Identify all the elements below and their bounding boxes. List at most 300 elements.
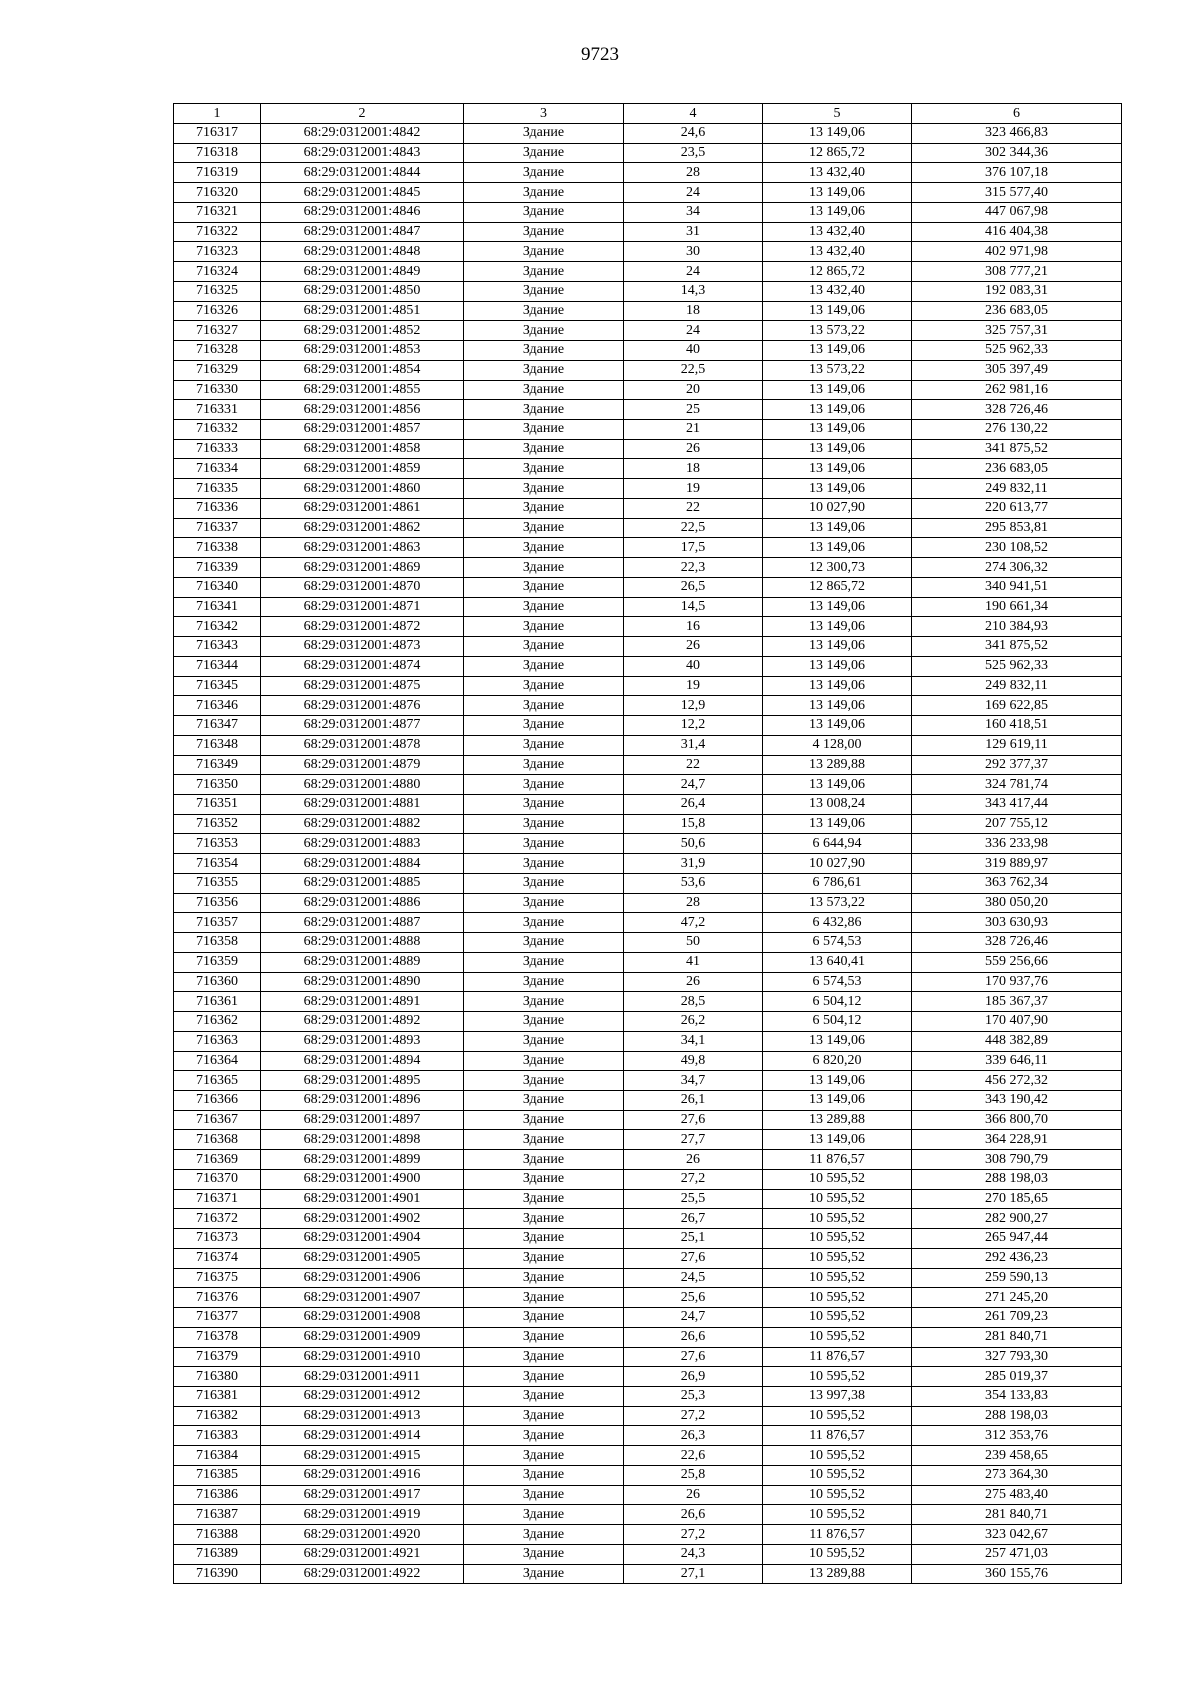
cell-area: 24,3 — [624, 1544, 763, 1564]
table-row — [174, 597, 1122, 617]
cell-cadastral-number: 68:29:0312001:4870 — [261, 577, 464, 597]
cell-area: 26 — [624, 637, 763, 657]
cell-cadastral-value: 185 367,37 — [912, 992, 1122, 1012]
cell-cadastral-number: 68:29:0312001:4881 — [261, 794, 464, 814]
cell-specific-value: 10 027,90 — [763, 854, 912, 874]
cell-area: 25,3 — [624, 1387, 763, 1407]
table-row — [174, 992, 1122, 1012]
column-header: 3 — [464, 104, 624, 124]
cell-object-type: Здание — [464, 341, 624, 361]
cell-number: 716385 — [174, 1465, 261, 1485]
cell-cadastral-value: 325 757,31 — [912, 321, 1122, 341]
cell-number: 716356 — [174, 893, 261, 913]
cell-area: 25,8 — [624, 1465, 763, 1485]
cell-cadastral-number: 68:29:0312001:4877 — [261, 716, 464, 736]
cell-number: 716348 — [174, 735, 261, 755]
cell-specific-value: 10 595,52 — [763, 1485, 912, 1505]
cell-object-type: Здание — [464, 143, 624, 163]
cell-specific-value: 13 149,06 — [763, 202, 912, 222]
cell-number: 716330 — [174, 380, 261, 400]
cell-specific-value: 13 149,06 — [763, 814, 912, 834]
table-row — [174, 1544, 1122, 1564]
cell-area: 53,6 — [624, 873, 763, 893]
cell-cadastral-value: 285 019,37 — [912, 1367, 1122, 1387]
cell-specific-value: 10 595,52 — [763, 1288, 912, 1308]
table-row — [174, 1051, 1122, 1071]
cell-object-type: Здание — [464, 854, 624, 874]
cell-number: 716382 — [174, 1406, 261, 1426]
cell-cadastral-number: 68:29:0312001:4885 — [261, 873, 464, 893]
cell-specific-value: 13 149,06 — [763, 716, 912, 736]
cell-object-type: Здание — [464, 1169, 624, 1189]
cell-number: 716339 — [174, 558, 261, 578]
cell-object-type: Здание — [464, 952, 624, 972]
cell-specific-value: 6 644,94 — [763, 834, 912, 854]
cell-cadastral-number: 68:29:0312001:4893 — [261, 1031, 464, 1051]
cell-specific-value: 13 640,41 — [763, 952, 912, 972]
cell-number: 716372 — [174, 1209, 261, 1229]
cell-specific-value: 10 595,52 — [763, 1189, 912, 1209]
cell-object-type: Здание — [464, 518, 624, 538]
cell-object-type: Здание — [464, 1189, 624, 1209]
cell-number: 716331 — [174, 400, 261, 420]
cell-object-type: Здание — [464, 242, 624, 262]
cell-area: 19 — [624, 479, 763, 499]
cell-object-type: Здание — [464, 755, 624, 775]
cell-object-type: Здание — [464, 617, 624, 637]
table-row — [174, 1505, 1122, 1525]
table-row — [174, 1110, 1122, 1130]
table-row — [174, 124, 1122, 144]
cell-specific-value: 13 149,06 — [763, 183, 912, 203]
cell-area: 22,5 — [624, 518, 763, 538]
cell-specific-value: 10 595,52 — [763, 1169, 912, 1189]
cell-number: 716346 — [174, 696, 261, 716]
cell-cadastral-number: 68:29:0312001:4844 — [261, 163, 464, 183]
cell-number: 716329 — [174, 360, 261, 380]
cell-cadastral-number: 68:29:0312001:4863 — [261, 538, 464, 558]
cell-cadastral-number: 68:29:0312001:4917 — [261, 1485, 464, 1505]
cell-cadastral-value: 447 067,98 — [912, 202, 1122, 222]
cell-specific-value: 12 865,72 — [763, 577, 912, 597]
cell-cadastral-number: 68:29:0312001:4913 — [261, 1406, 464, 1426]
cell-object-type: Здание — [464, 163, 624, 183]
cell-object-type: Здание — [464, 1209, 624, 1229]
cell-cadastral-value: 271 245,20 — [912, 1288, 1122, 1308]
cell-area: 47,2 — [624, 913, 763, 933]
cell-cadastral-value: 308 790,79 — [912, 1150, 1122, 1170]
cell-specific-value: 13 149,06 — [763, 400, 912, 420]
cell-number: 716350 — [174, 775, 261, 795]
cell-cadastral-number: 68:29:0312001:4869 — [261, 558, 464, 578]
cell-specific-value: 13 149,06 — [763, 676, 912, 696]
cell-number: 716324 — [174, 262, 261, 282]
cell-object-type: Здание — [464, 459, 624, 479]
cell-area: 34,1 — [624, 1031, 763, 1051]
table-row — [174, 262, 1122, 282]
cell-cadastral-value: 236 683,05 — [912, 301, 1122, 321]
table-row — [174, 1525, 1122, 1545]
cell-cadastral-number: 68:29:0312001:4907 — [261, 1288, 464, 1308]
cell-cadastral-value: 323 042,67 — [912, 1525, 1122, 1545]
cell-cadastral-value: 170 407,90 — [912, 1012, 1122, 1032]
table-row — [174, 558, 1122, 578]
cell-number: 716336 — [174, 498, 261, 518]
cell-cadastral-value: 276 130,22 — [912, 420, 1122, 440]
cell-cadastral-number: 68:29:0312001:4861 — [261, 498, 464, 518]
table-row — [174, 577, 1122, 597]
cell-number: 716380 — [174, 1367, 261, 1387]
cell-area: 22 — [624, 498, 763, 518]
cell-object-type: Здание — [464, 735, 624, 755]
cell-number: 716322 — [174, 222, 261, 242]
cell-object-type: Здание — [464, 558, 624, 578]
cell-area: 14,5 — [624, 597, 763, 617]
cell-cadastral-number: 68:29:0312001:4910 — [261, 1347, 464, 1367]
cell-cadastral-value: 129 619,11 — [912, 735, 1122, 755]
cell-number: 716340 — [174, 577, 261, 597]
cell-area: 25,1 — [624, 1229, 763, 1249]
cell-object-type: Здание — [464, 1505, 624, 1525]
cell-area: 30 — [624, 242, 763, 262]
cell-specific-value: 13 149,06 — [763, 479, 912, 499]
cell-object-type: Здание — [464, 479, 624, 499]
cell-cadastral-number: 68:29:0312001:4891 — [261, 992, 464, 1012]
table-row — [174, 893, 1122, 913]
cell-object-type: Здание — [464, 1229, 624, 1249]
cell-cadastral-value: 262 981,16 — [912, 380, 1122, 400]
cell-number: 716334 — [174, 459, 261, 479]
cell-number: 716361 — [174, 992, 261, 1012]
cell-object-type: Здание — [464, 262, 624, 282]
cell-specific-value: 10 595,52 — [763, 1268, 912, 1288]
table-row — [174, 1367, 1122, 1387]
cell-cadastral-number: 68:29:0312001:4855 — [261, 380, 464, 400]
cell-cadastral-value: 249 832,11 — [912, 479, 1122, 499]
table-row — [174, 1406, 1122, 1426]
cell-specific-value: 13 149,06 — [763, 637, 912, 657]
cell-cadastral-number: 68:29:0312001:4895 — [261, 1071, 464, 1091]
cell-cadastral-value: 281 840,71 — [912, 1505, 1122, 1525]
cell-cadastral-value: 192 083,31 — [912, 281, 1122, 301]
cell-cadastral-value: 340 941,51 — [912, 577, 1122, 597]
table-body — [174, 104, 1122, 1584]
cell-object-type: Здание — [464, 814, 624, 834]
cell-object-type: Здание — [464, 597, 624, 617]
cell-cadastral-value: 257 471,03 — [912, 1544, 1122, 1564]
cell-area: 34,7 — [624, 1071, 763, 1091]
cell-specific-value: 10 595,52 — [763, 1505, 912, 1525]
cell-number: 716338 — [174, 538, 261, 558]
cell-cadastral-number: 68:29:0312001:4912 — [261, 1387, 464, 1407]
table-row — [174, 1327, 1122, 1347]
cell-cadastral-value: 559 256,66 — [912, 952, 1122, 972]
cell-specific-value: 13 149,06 — [763, 439, 912, 459]
cell-number: 716359 — [174, 952, 261, 972]
table-row — [174, 163, 1122, 183]
cell-specific-value: 13 149,06 — [763, 420, 912, 440]
cell-number: 716319 — [174, 163, 261, 183]
table-row — [174, 1308, 1122, 1328]
cell-specific-value: 13 149,06 — [763, 775, 912, 795]
cell-object-type: Здание — [464, 1090, 624, 1110]
cell-cadastral-number: 68:29:0312001:4882 — [261, 814, 464, 834]
cell-number: 716376 — [174, 1288, 261, 1308]
column-header: 4 — [624, 104, 763, 124]
table-row — [174, 222, 1122, 242]
cell-specific-value: 13 432,40 — [763, 242, 912, 262]
table-row — [174, 1169, 1122, 1189]
cell-area: 27,7 — [624, 1130, 763, 1150]
cell-object-type: Здание — [464, 716, 624, 736]
cell-area: 24,7 — [624, 1308, 763, 1328]
table-row — [174, 420, 1122, 440]
cell-number: 716327 — [174, 321, 261, 341]
cell-cadastral-value: 275 483,40 — [912, 1485, 1122, 1505]
cell-cadastral-number: 68:29:0312001:4922 — [261, 1564, 464, 1584]
cell-specific-value: 13 997,38 — [763, 1387, 912, 1407]
cell-number: 716367 — [174, 1110, 261, 1130]
cell-number: 716349 — [174, 755, 261, 775]
cell-specific-value: 10 595,52 — [763, 1465, 912, 1485]
cell-cadastral-number: 68:29:0312001:4909 — [261, 1327, 464, 1347]
cell-number: 716332 — [174, 420, 261, 440]
cell-object-type: Здание — [464, 1564, 624, 1584]
cell-cadastral-value: 303 630,93 — [912, 913, 1122, 933]
table-row — [174, 1268, 1122, 1288]
cell-cadastral-number: 68:29:0312001:4858 — [261, 439, 464, 459]
cell-number: 716341 — [174, 597, 261, 617]
cell-cadastral-number: 68:29:0312001:4887 — [261, 913, 464, 933]
cell-cadastral-number: 68:29:0312001:4908 — [261, 1308, 464, 1328]
cell-specific-value: 6 574,53 — [763, 972, 912, 992]
cell-cadastral-number: 68:29:0312001:4920 — [261, 1525, 464, 1545]
cell-object-type: Здание — [464, 420, 624, 440]
cell-area: 31,9 — [624, 854, 763, 874]
cell-cadastral-number: 68:29:0312001:4860 — [261, 479, 464, 499]
table-row — [174, 637, 1122, 657]
cell-cadastral-value: 341 875,52 — [912, 637, 1122, 657]
cell-specific-value: 13 289,88 — [763, 1564, 912, 1584]
cell-number: 716383 — [174, 1426, 261, 1446]
table-row — [174, 1012, 1122, 1032]
cell-specific-value: 10 595,52 — [763, 1248, 912, 1268]
cell-number: 716381 — [174, 1387, 261, 1407]
column-header: 2 — [261, 104, 464, 124]
cell-specific-value: 10 595,52 — [763, 1209, 912, 1229]
cell-object-type: Здание — [464, 1327, 624, 1347]
table-row — [174, 933, 1122, 953]
cell-object-type: Здание — [464, 400, 624, 420]
cell-specific-value: 13 149,06 — [763, 301, 912, 321]
cell-area: 27,6 — [624, 1347, 763, 1367]
cell-object-type: Здание — [464, 222, 624, 242]
cell-number: 716358 — [174, 933, 261, 953]
cell-object-type: Здание — [464, 1071, 624, 1091]
cell-area: 28 — [624, 163, 763, 183]
cell-cadastral-value: 364 228,91 — [912, 1130, 1122, 1150]
table-row — [174, 143, 1122, 163]
cell-object-type: Здание — [464, 538, 624, 558]
cell-number: 716360 — [174, 972, 261, 992]
cell-area: 26,5 — [624, 577, 763, 597]
cell-number: 716370 — [174, 1169, 261, 1189]
cell-cadastral-number: 68:29:0312001:4888 — [261, 933, 464, 953]
cell-number: 716317 — [174, 124, 261, 144]
cell-cadastral-number: 68:29:0312001:4878 — [261, 735, 464, 755]
cell-area: 12,2 — [624, 716, 763, 736]
cell-area: 18 — [624, 301, 763, 321]
table-row — [174, 1150, 1122, 1170]
cell-cadastral-value: 354 133,83 — [912, 1387, 1122, 1407]
cell-area: 27,1 — [624, 1564, 763, 1584]
cell-object-type: Здание — [464, 183, 624, 203]
cell-cadastral-number: 68:29:0312001:4873 — [261, 637, 464, 657]
page-number: 9723 — [581, 44, 619, 65]
cell-number: 716326 — [174, 301, 261, 321]
cell-area: 26 — [624, 1150, 763, 1170]
cell-number: 716366 — [174, 1090, 261, 1110]
cell-cadastral-number: 68:29:0312001:4892 — [261, 1012, 464, 1032]
cell-cadastral-number: 68:29:0312001:4862 — [261, 518, 464, 538]
cell-cadastral-value: 259 590,13 — [912, 1268, 1122, 1288]
cell-number: 716390 — [174, 1564, 261, 1584]
cell-number: 716386 — [174, 1485, 261, 1505]
cell-cadastral-number: 68:29:0312001:4915 — [261, 1446, 464, 1466]
table-row — [174, 794, 1122, 814]
cell-object-type: Здание — [464, 1012, 624, 1032]
cell-number: 716365 — [174, 1071, 261, 1091]
table-row — [174, 1031, 1122, 1051]
cell-object-type: Здание — [464, 1485, 624, 1505]
cell-cadastral-number: 68:29:0312001:4886 — [261, 893, 464, 913]
cell-cadastral-value: 324 781,74 — [912, 775, 1122, 795]
table-row — [174, 538, 1122, 558]
cell-cadastral-value: 230 108,52 — [912, 538, 1122, 558]
cell-cadastral-value: 341 875,52 — [912, 439, 1122, 459]
table-row — [174, 1426, 1122, 1446]
cell-object-type: Здание — [464, 1446, 624, 1466]
cell-cadastral-value: 282 900,27 — [912, 1209, 1122, 1229]
table-row — [174, 459, 1122, 479]
cell-number: 716343 — [174, 637, 261, 657]
cell-specific-value: 13 149,06 — [763, 124, 912, 144]
cell-cadastral-value: 261 709,23 — [912, 1308, 1122, 1328]
table-row — [174, 1130, 1122, 1150]
cell-cadastral-number: 68:29:0312001:4889 — [261, 952, 464, 972]
cell-cadastral-number: 68:29:0312001:4859 — [261, 459, 464, 479]
cell-cadastral-number: 68:29:0312001:4850 — [261, 281, 464, 301]
registry-table — [173, 103, 1122, 1584]
cell-area: 26,7 — [624, 1209, 763, 1229]
table-row — [174, 518, 1122, 538]
cell-specific-value: 13 432,40 — [763, 281, 912, 301]
cell-object-type: Здание — [464, 1525, 624, 1545]
cell-specific-value: 13 149,06 — [763, 1071, 912, 1091]
table-row — [174, 1564, 1122, 1584]
cell-area: 22,5 — [624, 360, 763, 380]
cell-cadastral-value: 210 384,93 — [912, 617, 1122, 637]
cell-cadastral-number: 68:29:0312001:4871 — [261, 597, 464, 617]
cell-number: 716363 — [174, 1031, 261, 1051]
table-row — [174, 814, 1122, 834]
cell-cadastral-value: 281 840,71 — [912, 1327, 1122, 1347]
cell-specific-value: 13 432,40 — [763, 163, 912, 183]
cell-area: 34 — [624, 202, 763, 222]
cell-area: 26,3 — [624, 1426, 763, 1446]
cell-cadastral-value: 363 762,34 — [912, 873, 1122, 893]
cell-area: 26,6 — [624, 1327, 763, 1347]
cell-cadastral-number: 68:29:0312001:4852 — [261, 321, 464, 341]
cell-object-type: Здание — [464, 1387, 624, 1407]
cell-area: 20 — [624, 380, 763, 400]
table-row — [174, 1465, 1122, 1485]
cell-area: 24,7 — [624, 775, 763, 795]
table-row — [174, 656, 1122, 676]
table-row — [174, 716, 1122, 736]
cell-cadastral-value: 170 937,76 — [912, 972, 1122, 992]
cell-area: 23,5 — [624, 143, 763, 163]
cell-object-type: Здание — [464, 577, 624, 597]
cell-object-type: Здание — [464, 321, 624, 341]
cell-cadastral-value: 292 377,37 — [912, 755, 1122, 775]
cell-cadastral-value: 319 889,97 — [912, 854, 1122, 874]
cell-area: 17,5 — [624, 538, 763, 558]
cell-area: 16 — [624, 617, 763, 637]
cell-object-type: Здание — [464, 1367, 624, 1387]
cell-cadastral-value: 169 622,85 — [912, 696, 1122, 716]
table-row — [174, 873, 1122, 893]
cell-cadastral-value: 328 726,46 — [912, 400, 1122, 420]
cell-object-type: Здание — [464, 794, 624, 814]
cell-specific-value: 10 595,52 — [763, 1327, 912, 1347]
cell-object-type: Здание — [464, 301, 624, 321]
cell-area: 22,6 — [624, 1446, 763, 1466]
table-row — [174, 360, 1122, 380]
cell-cadastral-value: 343 190,42 — [912, 1090, 1122, 1110]
cell-object-type: Здание — [464, 281, 624, 301]
table-row — [174, 202, 1122, 222]
cell-specific-value: 13 289,88 — [763, 1110, 912, 1130]
cell-cadastral-value: 315 577,40 — [912, 183, 1122, 203]
cell-number: 716318 — [174, 143, 261, 163]
cell-specific-value: 4 128,00 — [763, 735, 912, 755]
table-row — [174, 1189, 1122, 1209]
cell-specific-value: 10 595,52 — [763, 1308, 912, 1328]
cell-specific-value: 12 300,73 — [763, 558, 912, 578]
cell-cadastral-value: 295 853,81 — [912, 518, 1122, 538]
cell-cadastral-number: 68:29:0312001:4857 — [261, 420, 464, 440]
cell-number: 716321 — [174, 202, 261, 222]
cell-specific-value: 13 149,06 — [763, 656, 912, 676]
cell-object-type: Здание — [464, 439, 624, 459]
cell-cadastral-value: 220 613,77 — [912, 498, 1122, 518]
cell-area: 26,1 — [624, 1090, 763, 1110]
cell-specific-value: 6 820,20 — [763, 1051, 912, 1071]
cell-number: 716369 — [174, 1150, 261, 1170]
cell-area: 27,2 — [624, 1169, 763, 1189]
cell-area: 24 — [624, 321, 763, 341]
cell-cadastral-number: 68:29:0312001:4898 — [261, 1130, 464, 1150]
cell-cadastral-number: 68:29:0312001:4846 — [261, 202, 464, 222]
cell-object-type: Здание — [464, 637, 624, 657]
cell-cadastral-value: 270 185,65 — [912, 1189, 1122, 1209]
table-row — [174, 183, 1122, 203]
table-row — [174, 479, 1122, 499]
cell-object-type: Здание — [464, 1150, 624, 1170]
cell-area: 26,2 — [624, 1012, 763, 1032]
cell-specific-value: 13 573,22 — [763, 321, 912, 341]
